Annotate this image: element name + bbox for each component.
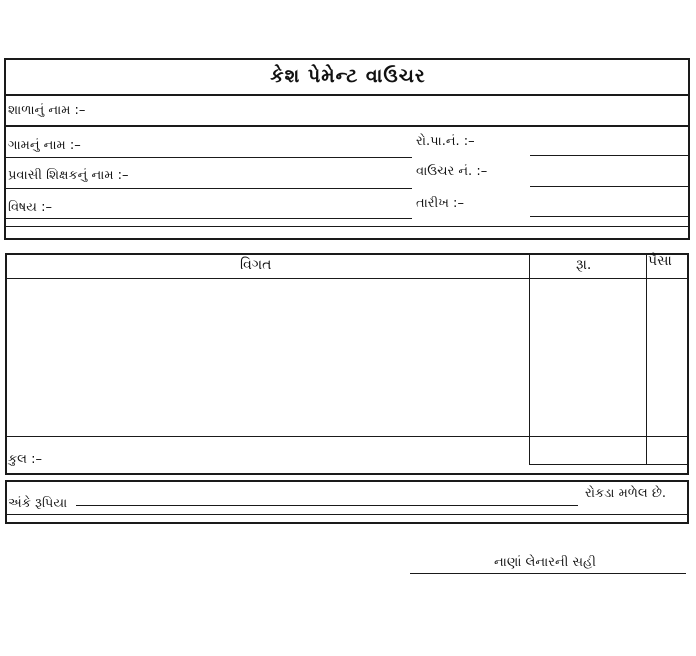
voucher-title: કેશ પેમેન્ટ વાઉચર bbox=[270, 65, 426, 87]
voucher-number-label: વાઉચર નં. :– bbox=[416, 164, 488, 179]
total-label: કુલ :– bbox=[8, 452, 43, 467]
village-name-label: ગામનું નામ :– bbox=[8, 138, 81, 153]
column-header-rupees: રૂા. bbox=[576, 257, 592, 273]
amount-prefix-label: અંકે રૂપિયા bbox=[8, 496, 68, 511]
teacher-name-label: પ્રવાસી શિક્ષકનું નામ :– bbox=[8, 168, 129, 183]
receiver-signature-label: નાણાં લેનારની સહી bbox=[494, 555, 596, 570]
subject-label: વિષય :– bbox=[8, 200, 52, 215]
column-header-paise: પૈસા bbox=[648, 253, 672, 269]
school-name-label: શાળાનું નામ :– bbox=[8, 103, 86, 118]
column-header-details: વિગત bbox=[240, 257, 272, 273]
signature-line bbox=[410, 573, 686, 574]
amount-suffix-label: રોકડા મળેલ છે. bbox=[585, 486, 667, 501]
date-label: તારીખ :– bbox=[416, 196, 464, 211]
rpn-label: રો.પા.નં. :– bbox=[416, 134, 475, 149]
